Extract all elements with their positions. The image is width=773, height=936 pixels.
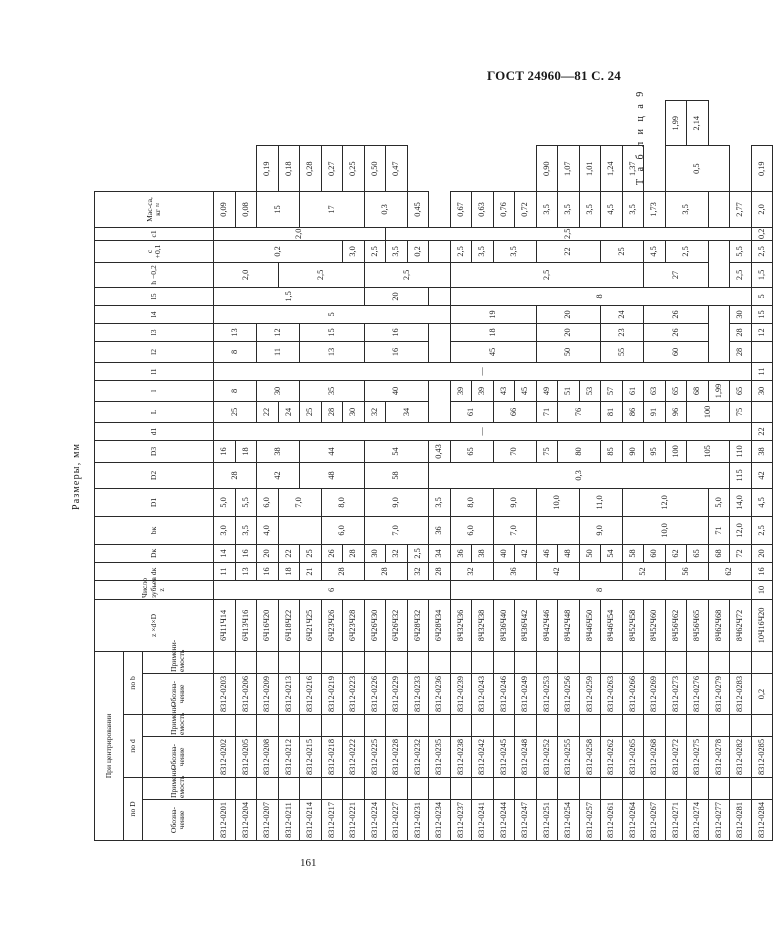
- table-row: [214, 101, 236, 841]
- header-L: L: [95, 401, 214, 422]
- cell-l4: 5: [214, 305, 451, 323]
- header-c1: c1: [95, 227, 214, 240]
- table-row: 8312-0277 8312-0278 8312-0279 8Ч62Ч68 62 68 71 5,0 1,99: [708, 101, 730, 841]
- header-d1: d1: [95, 422, 214, 440]
- header-application-b: Примени-емость: [143, 651, 214, 673]
- header-D2: D2: [95, 462, 214, 488]
- cell-l5: 1,5: [214, 287, 365, 305]
- table-row: 8312-0274 8312-0275 8312-0276 8Ч56Ч65 65 105 100 68 2,14: [687, 101, 709, 841]
- table-row: 8312-0241 8312-0242 8312-0243 8Ч32Ч38 38 39 3,5 0,63: [472, 101, 494, 841]
- cell-designation-D: 8312-0201: [214, 800, 236, 841]
- header-c: c +0,1: [95, 240, 214, 262]
- header-zdDb: z ×d×D: [95, 599, 214, 651]
- spline-gauge-table: [94, 89, 773, 841]
- header-bk: bк: [95, 516, 214, 544]
- table-row: 8312-0227 8312-0228 8312-0229 6Ч26Ч32 32 34 3,5 2,5 0,47: [386, 101, 408, 841]
- header-application-D: Примени-емость: [143, 778, 214, 800]
- cell-d1: —: [214, 422, 752, 440]
- cell-bk: 3,0: [214, 516, 236, 544]
- header-centering: При центрировании: [95, 651, 124, 840]
- cell-D3: 16: [214, 440, 236, 462]
- table-row: 8312-0207 8312-0208 8312-0209 6Ч16Ч20 16 20 4,0 6,0 42 38 22 30 11 12 15 0,19: [257, 101, 279, 841]
- cell-designation-b: 8312-0203: [214, 674, 236, 715]
- table-row: 8312-0224 8312-0225 8312-0226 6Ч26Ч30 28 30 7,0 9,0 58 54 32 40 16 16 20 2,5 2,5 0,3 0,50: [364, 101, 386, 841]
- table-row: 8312-0267 8312-0268 8312-0269 8Ч52Ч60 60 95 91 63 60 26 26 27 4,5 1,73: [644, 101, 666, 841]
- page-number: 161: [300, 857, 317, 869]
- header-dk: dк: [95, 562, 214, 580]
- cell-l2: 8: [214, 341, 257, 362]
- cell-designation-d: 8312-0202: [214, 737, 236, 778]
- table-row: 8312-0217 8312-0218 8312-0219 6Ч23Ч26 28 26 6,0 8,0 28 0,27: [321, 101, 343, 841]
- cell-D2: 28: [214, 462, 257, 488]
- header-D1: D1: [95, 488, 214, 516]
- table-caption: Т а б л и ц а 9: [635, 89, 646, 185]
- cell-teeth: 6: [214, 580, 451, 599]
- header-designation-d: Обозна-чение: [143, 737, 214, 778]
- header-l: l: [95, 380, 214, 401]
- table-row: 8312-0237 8312-0238 8312-0239 8Ч32Ч36 8 32 36 6,0 8,0 65 61 39 45 18 19 8 2,5 2,5 0,67: [450, 101, 472, 841]
- table-row: 8312-0261 8312-0262 8312-0263 8Ч46Ч54 54 85 81 57 55 23 24 25 4,5 1,24: [601, 101, 623, 841]
- header-application-d: Примени-емость: [143, 715, 214, 737]
- cell-h: 2,0: [214, 262, 279, 287]
- cell-dk: 11: [214, 562, 236, 580]
- table-row: 8312-0231 8312-0232 8312-0233 6Ч28Ч32 32 2,5 0,2 0,45: [407, 101, 429, 841]
- header-designation-b: Обозна-чение: [143, 674, 214, 715]
- cell-l3: 13: [214, 323, 257, 341]
- header-teeth: Число зубьев z: [95, 580, 214, 599]
- table-row: 8312-0214 8312-0215 8312-0216 6Ч21Ч25 21 25 48 44 25 35 13 15 17 0,28: [300, 101, 322, 841]
- cell-Dk: 14: [214, 544, 236, 562]
- table-row: 8312-0204 8312-0205 8312-0206 6Ч13Ч16 13 16 3,5 5,5 18 0,08: [235, 101, 257, 841]
- cell-L: 25: [214, 401, 257, 422]
- header-D3: D3: [95, 440, 214, 462]
- table-row: 8312-0281 8312-0282 8312-0283 8Ч62Ч72 72 12,0 14,0 115 110 75 65 28 28 30 2,5 5,5 2,77: [730, 101, 752, 841]
- cell-mass: 0,09: [214, 191, 236, 227]
- cell-c: 0,2: [214, 240, 343, 262]
- table-row: 8312-0284 8312-0285 0,2 10Ч16Ч20 10 16 20 2,5 4,5 42 38 22 30 11 12 15 5 1,5 2,5 0,2 2,0 0,19: [751, 101, 773, 841]
- header-by-D: по D: [124, 778, 143, 841]
- header-by-b: по b: [124, 651, 143, 714]
- header-Dk: Dк: [95, 544, 214, 562]
- header-l1: l1: [95, 362, 214, 380]
- cell-l1: —: [214, 362, 752, 380]
- table-row: 8312-0264 8312-0265 8312-0266 8Ч52Ч58 52 58 10,0 12,0 90 86 61 3,5 1,37: [622, 101, 644, 841]
- header-l5: l5: [95, 287, 214, 305]
- table-row: 8312-0244 8312-0245 8312-0246 8Ч36Ч40 36 40 7,0 9,0 70 66 43 3,5 0,76: [493, 101, 515, 841]
- header-by-d: по d: [124, 715, 143, 778]
- cell-b1: 5,0: [214, 488, 236, 516]
- header-l4: l4: [95, 305, 214, 323]
- standard-header: ГОСТ 24960—81 С. 24: [487, 68, 621, 83]
- cell-c1: 2,0: [214, 227, 386, 240]
- header-mass: Мас-са, кг ≈: [95, 191, 214, 227]
- cell-size: 6Ч11Ч14: [214, 599, 236, 651]
- table-row: 8312-0234 8312-0235 8312-0236 6Ч28Ч34 28 34 36 3,5 0,3 0,43: [429, 101, 451, 841]
- header-designation-D: Обозна-чение: [143, 800, 214, 841]
- table-row: 8312-0251 8312-0252 8312-0253 8Ч42Ч46 42 46 10,0 75 71 49 50 20 20 22 3,5 0,90: [536, 101, 558, 841]
- table-row: 8312-0271 8312-0272 8312-0273 8Ч56Ч62 56 62 100 96 65 2,5 3,5 0,5 1,99: [665, 101, 687, 841]
- table-row: 8312-0247 8312-0248 8312-0249 8Ч36Ч42 42 45 0,72: [515, 101, 537, 841]
- header-l3: l3: [95, 323, 214, 341]
- table-row: 8312-0211 8312-0212 8312-0213 6Ч18Ч22 18 22 7,0 24 2,5 0,18: [278, 101, 300, 841]
- header-l2: l2: [95, 341, 214, 362]
- table-row: 8312-0221 8312-0222 8312-0223 6Ч23Ч28 28 30 3,0 0,25: [343, 101, 365, 841]
- table-row: 8312-0254 8312-0255 8312-0256 8Ч42Ч48 48 80 76 51 3,5 1,07: [558, 101, 580, 841]
- sizes-caption: Размеры, мм: [71, 442, 82, 510]
- header-h: h −0,2: [95, 262, 214, 287]
- table-row: 8312-0257 8312-0258 8312-0259 8Ч46Ч50 50 9,0 11,0 53 3,5 1,01: [579, 101, 601, 841]
- cell-l: 8: [214, 380, 257, 401]
